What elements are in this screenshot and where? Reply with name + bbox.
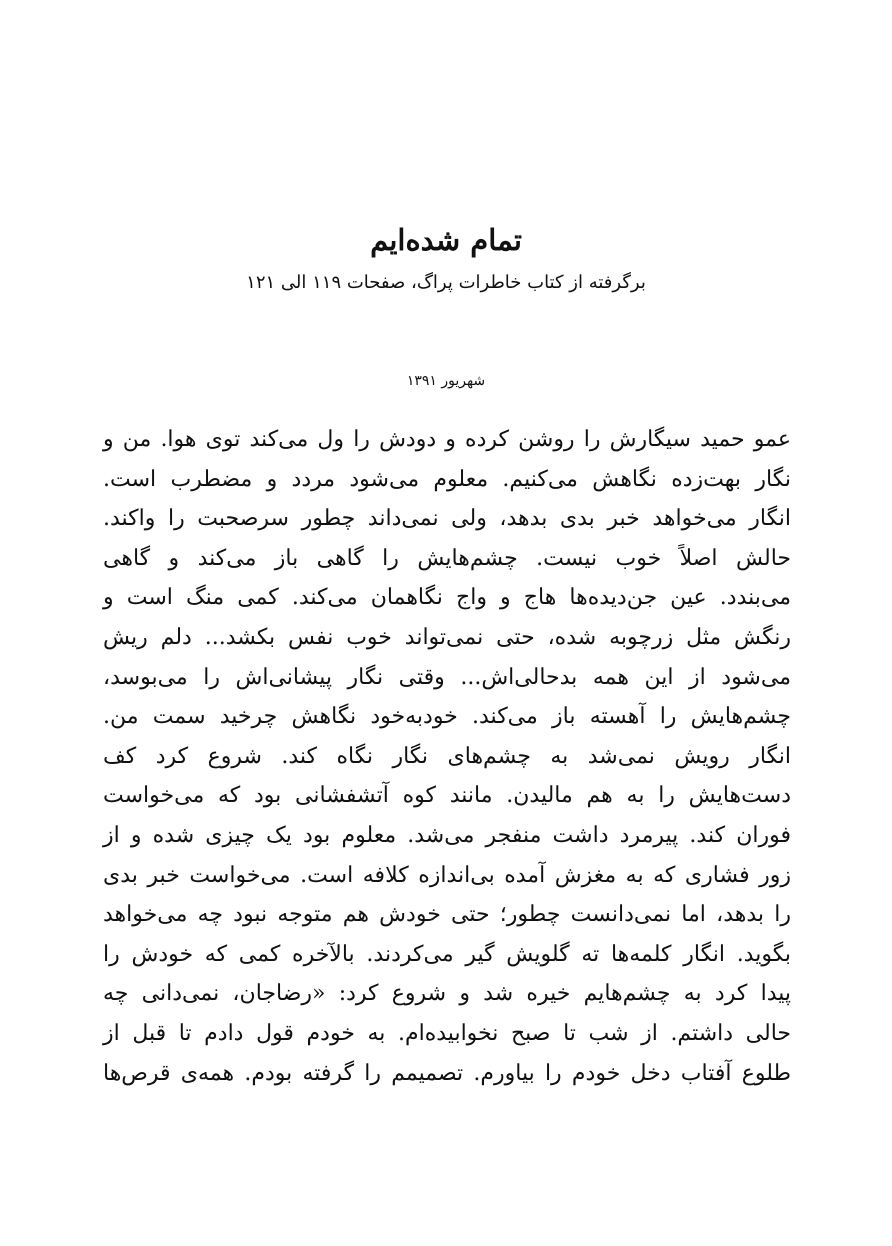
text-line: فوران کند. پیرمرد داشت منفجر می‌شد. معلوم بود یک چیزی شده و از (103, 822, 791, 848)
text-line: زور فشاری که به مغزش آمده بی‌اندازه کلافه است. می‌خواست خبر بدی (103, 862, 791, 888)
text-line: پیدا کرد به چشم‌هایم خیره شد و شروع کرد: «رضاجان، نمی‌دانی چه (103, 981, 791, 1007)
text-line: می‌شود از این همه بدحالی‌اش... وقتی نگار پیشانی‌اش را می‌بوسد، (103, 664, 791, 690)
text-line: انگار می‌خواهد خبر بدی بدهد، ولی نمی‌داند چطور سرصحبت را واکند. (103, 506, 791, 532)
text-line: بگوید. انگار کلمه‌ها ته گلویش گیر می‌کردند. بالآخره کمی که خودش را (103, 941, 791, 967)
chapter-date: شهریور ۱۳۹۱ (406, 373, 486, 389)
text-line: دست‌هایش را به هم مالیدن. مانند کوه آتشفشانی بود که می‌خواست (103, 783, 791, 809)
text-line: را بدهد، اما نمی‌دانست چطور؛ حتی خودش هم متوجه نبود چه می‌خواهد (103, 902, 791, 928)
text-line: انگار رویش نمی‌شد به چشم‌های نگار نگاه کند. شروع کرد کف (103, 743, 791, 769)
chapter-source: برگرفته از کتاب خاطرات پراگ، صفحات ۱۱۹ الی ۱۲۱ (246, 272, 646, 293)
text-line: نگار بهت‌زده نگاهش می‌کنیم. معلوم می‌شود مردد و مضطرب است. (103, 466, 791, 492)
text-line: طلوع آفتاب دخل خودم را بیاورم. تصمیمم را گرفته بودم. همه‌ی قرص‌ها (103, 1060, 791, 1086)
text-line: رنگش مثل زرچوبه شده، حتی نمی‌تواند خوب نفس بکشد... دلم ریش (103, 624, 791, 650)
text-line: می‌بندد. عین جن‌دیده‌ها هاج و واج نگاهمان می‌کند. کمی منگ است و (103, 585, 791, 611)
body-paragraph (103, 420, 791, 1093)
chapter-title: تمام شده‌ایم (370, 223, 522, 257)
text-line: حالی داشتم. از شب تا صبح نخوابیده‌ام. به خودم قول دادم تا قبل از (103, 1020, 791, 1046)
text-line: حالش اصلاً خوب نیست. چشم‌هایش را گاهی باز می‌کند و گاهی (103, 545, 791, 571)
text-line: عمو حمید سیگارش را روشن کرده و دودش را ول می‌کند توی هوا. من و (103, 427, 791, 452)
text-line: چشم‌هایش را آهسته باز می‌کند. خودبه‌خود نگاهش چرخید سمت من. (103, 704, 791, 730)
